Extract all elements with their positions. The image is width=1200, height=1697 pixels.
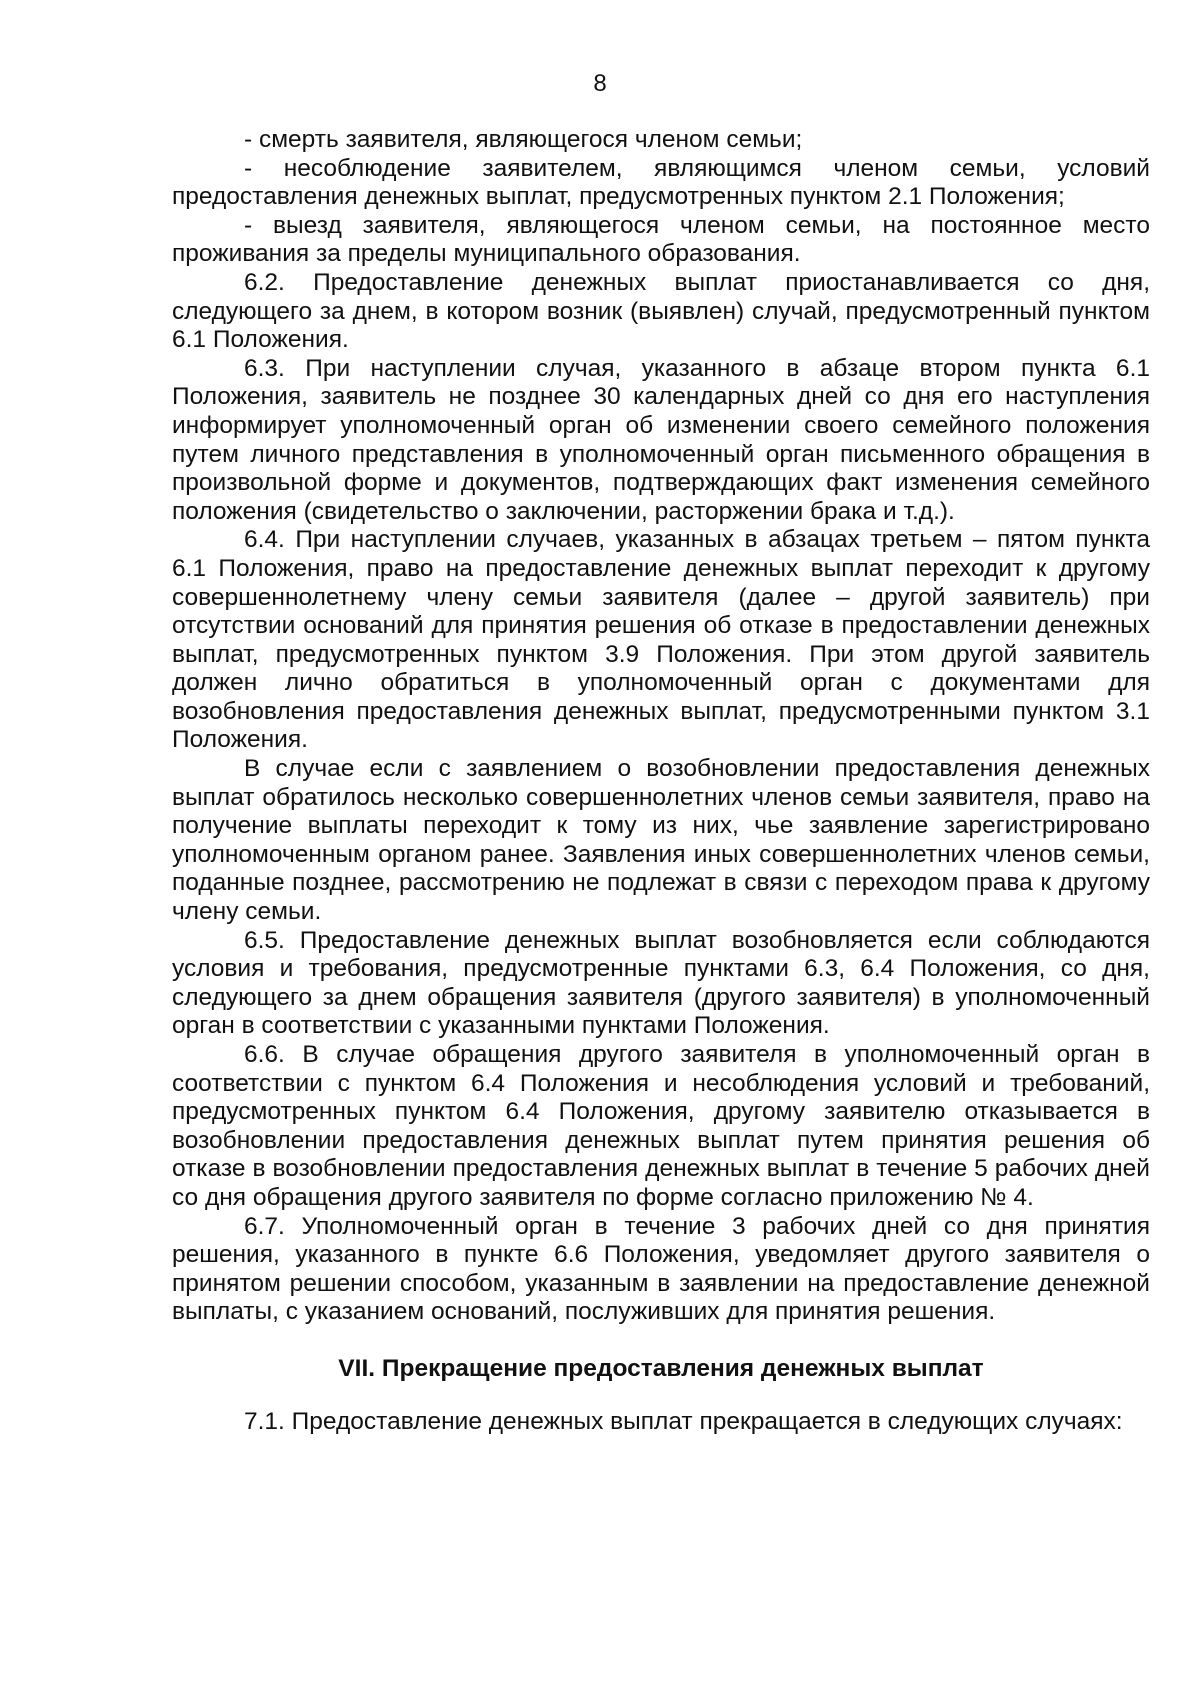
paragraph: - несоблюдение заявителем, являющимся членом семьи, условий предоставления денежных выплат, предусмотренных пунктом 2.1 Положения; (172, 154, 1150, 211)
paragraph: 6.4. При наступлении случаев, указанных в абзацах третьем – пятом пункта 6.1 Положения, право на предоставление денежных выплат переходит к другому совершеннолетнему члену семьи заявителя (далее – другой заявитель) при отсутствии оснований для принятия решения об отказе в предоставлении денежных выплат, предусмотренных пунктом 3.9 Положения. При этом другой заявитель должен лично обратиться в уполномоченный орган с документами для возобновления предоставления денежных выплат, предусмотренными пунктом 3.1 Положения. (172, 526, 1150, 754)
section-heading: VII. Прекращение предоставления денежных выплат (338, 1354, 984, 1382)
document-body (172, 126, 1150, 1436)
paragraph: 6.5. Предоставление денежных выплат возобновляется если соблюдаются условия и требования, предусмотренные пунктами 6.3, 6.4 Положения, со дня, следующего за днем обращения заявителя (другого заявителя) в уполномоченный орган в соответствии с указанными пунктами Положения. (172, 926, 1150, 1040)
paragraph: 6.6. В случае обращения другого заявителя в уполномоченный орган в соответствии с пунктом 6.4 Положения и несоблюдения условий и требований, предусмотренных пунктом 6.4 Положения, другому заявителю отказывается в возобновлении предоставления денежных выплат путем принятия решения об отказе в возобновлении предоставления денежных выплат в течение 5 рабочих дней со дня обращения другого заявителя по форме согласно приложению № 4. (172, 1041, 1150, 1211)
paragraph: 6.3. При наступлении случая, указанного в абзаце втором пункта 6.1 Положения, заявитель не позднее 30 календарных дней со дня его наступления информирует уполномоченный орган об изменении своего семейного положения путем личного представления в уполномоченный орган письменного обращения в произвольной форме и документов, подтверждающих факт изменения семейного положения (свидетельство о заключении, расторжении брака и т.д.). (172, 354, 1150, 525)
paragraph: 7.1. Предоставление денежных выплат прекращается в следующих случаях: (244, 1407, 1123, 1435)
paragraph: В случае если с заявлением о возобновлении предоставления денежных выплат обратилось несколько совершеннолетних членов семьи заявителя, право на получение выплаты переходит к тому из них, чье заявление зарегистрировано уполномоченным органом ранее. Заявления иных совершеннолетних членов семьи, поданные позднее, рассмотрению не подлежат в связи с переходом права к другому члену семьи. (172, 755, 1150, 926)
paragraph: 6.2. Предоставление денежных выплат приостанавливается со дня, следующего за днем, в котором возник (выявлен) случай, предусмотренный пунктом 6.1 Положения. (172, 268, 1150, 354)
page-number: 8 (593, 70, 607, 97)
paragraph: 6.7. Уполномоченный орган в течение 3 рабочих дней со дня принятия решения, указанного в пункте 6.6 Положения, уведомляет другого заявителя о принятом решении способом, указанным в заявлении на предоставление денежной выплаты, с указанием оснований, послуживших для принятия решения. (172, 1212, 1150, 1326)
paragraph: - смерть заявителя, являющегося членом семьи; (244, 126, 803, 153)
paragraph: - выезд заявителя, являющегося членом семьи, на постоянное место проживания за пределы муниципального образования. (172, 211, 1150, 268)
